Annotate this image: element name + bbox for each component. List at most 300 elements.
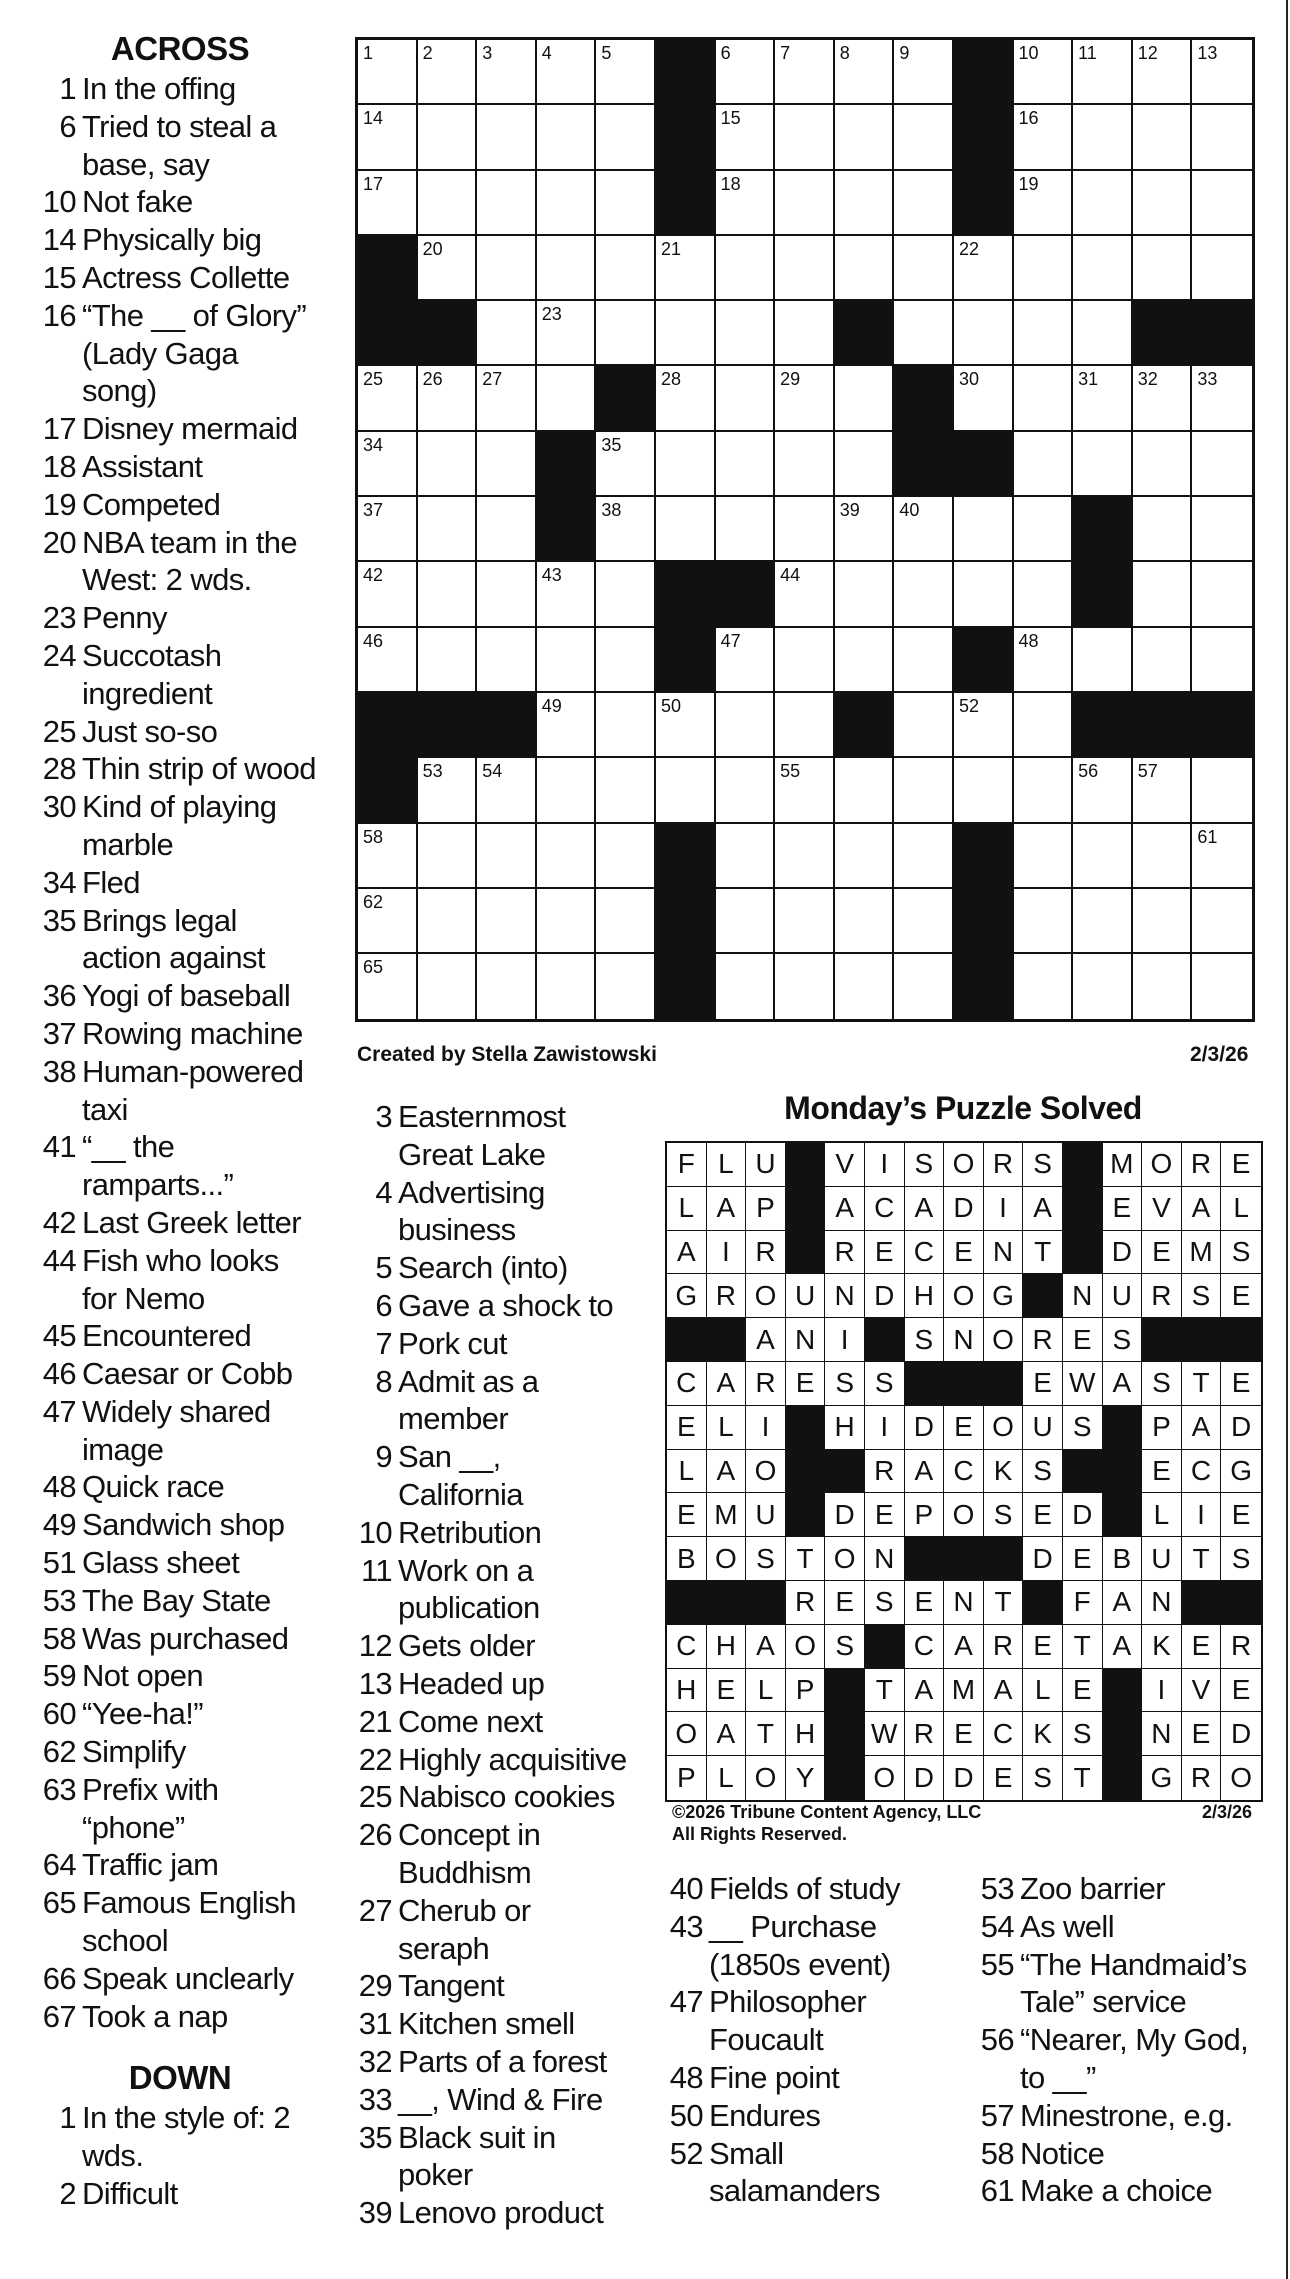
solution-letter: A <box>1103 1581 1143 1625</box>
grid-cell[interactable] <box>1192 758 1252 823</box>
cell-number: 32 <box>1137 369 1158 390</box>
grid-cell[interactable] <box>716 236 776 301</box>
clue-line: Concept in <box>398 1817 541 1853</box>
grid-cell[interactable] <box>716 824 776 889</box>
clue-number: 57 <box>980 2097 1014 2133</box>
grid-cell[interactable] <box>358 889 418 954</box>
black-square <box>1133 693 1193 758</box>
solution-letter: R <box>707 1274 747 1318</box>
grid-cell[interactable] <box>1014 432 1074 497</box>
grid-cell[interactable] <box>418 562 478 627</box>
grid-cell[interactable] <box>835 497 895 562</box>
clue-down_col2-21 <box>345 1703 645 1741</box>
grid-cell[interactable] <box>537 628 597 693</box>
grid-cell[interactable] <box>596 432 656 497</box>
grid-cell[interactable] <box>1133 105 1193 170</box>
grid-cell[interactable] <box>1073 758 1133 823</box>
grid-cell[interactable] <box>1133 40 1193 105</box>
grid-cell[interactable] <box>1133 432 1193 497</box>
grid-cell[interactable] <box>775 105 835 170</box>
clue-number: 58 <box>980 2135 1014 2171</box>
solution-letter: N <box>825 1274 865 1318</box>
grid-cell[interactable] <box>596 628 656 693</box>
grid-cell[interactable] <box>596 758 656 823</box>
clue-line: image <box>82 1431 164 1467</box>
grid-cell[interactable] <box>1073 301 1133 366</box>
grid-cell[interactable] <box>835 40 895 105</box>
solution-black-square <box>786 1187 826 1231</box>
grid-cell[interactable] <box>477 105 537 170</box>
grid-cell[interactable] <box>537 40 597 105</box>
grid-cell[interactable] <box>418 105 478 170</box>
solution-letter: T <box>1023 1231 1063 1275</box>
grid-cell[interactable] <box>477 824 537 889</box>
black-square <box>358 301 418 366</box>
cell-number: 30 <box>958 369 979 390</box>
grid-cell[interactable] <box>358 105 418 170</box>
clue-down_col1-2 <box>30 2175 330 2213</box>
solution-letter: N <box>944 1581 984 1625</box>
grid-cell[interactable] <box>656 432 716 497</box>
grid-cell[interactable] <box>894 40 954 105</box>
grid-cell[interactable] <box>537 171 597 236</box>
clue-text <box>82 599 330 637</box>
grid-cell[interactable] <box>716 40 776 105</box>
grid-cell[interactable] <box>1014 105 1074 170</box>
grid-cell[interactable] <box>894 889 954 954</box>
grid-cell[interactable] <box>1133 628 1193 693</box>
clue-text <box>82 448 330 486</box>
solution-letter: C <box>1182 1450 1222 1494</box>
grid-cell[interactable] <box>418 497 478 562</box>
grid-cell[interactable] <box>596 40 656 105</box>
grid-cell[interactable] <box>596 824 656 889</box>
grid-cell[interactable] <box>477 562 537 627</box>
grid-cell[interactable] <box>954 301 1014 366</box>
clue-number: 4 <box>375 1174 392 1210</box>
clue-number: 48 <box>42 1469 76 1505</box>
grid-cell[interactable] <box>477 236 537 301</box>
grid-cell[interactable] <box>1192 366 1252 431</box>
crossword-grid <box>355 37 1255 1022</box>
grid-cell[interactable] <box>1192 889 1252 954</box>
black-square <box>477 693 537 758</box>
grid-cell[interactable] <box>716 301 776 366</box>
clue-line: “Yee-ha!” <box>82 1696 203 1732</box>
grid-cell[interactable] <box>1014 693 1074 758</box>
clue-number: 29 <box>358 1968 392 2004</box>
grid-cell[interactable] <box>835 171 895 236</box>
solution-letter: O <box>944 1143 984 1187</box>
grid-cell[interactable] <box>537 693 597 758</box>
grid-cell[interactable] <box>1133 366 1193 431</box>
grid-cell[interactable] <box>894 497 954 562</box>
grid-cell[interactable] <box>477 40 537 105</box>
grid-cell[interactable] <box>894 105 954 170</box>
down-clue-list-4 <box>968 1870 1268 2210</box>
grid-cell[interactable] <box>835 105 895 170</box>
solution-letter: O <box>865 1756 905 1800</box>
grid-cell[interactable] <box>418 40 478 105</box>
solution-letter: D <box>865 1274 905 1318</box>
clue-line: Assistant <box>82 448 203 484</box>
grid-cell[interactable] <box>477 301 537 366</box>
solution-letter: E <box>667 1493 707 1537</box>
solution-letter: D <box>1063 1493 1103 1537</box>
clue-line: (Lady Gaga <box>82 335 238 371</box>
grid-cell[interactable] <box>537 366 597 431</box>
grid-cell[interactable] <box>775 628 835 693</box>
grid-cell[interactable] <box>835 432 895 497</box>
grid-cell[interactable] <box>1073 628 1133 693</box>
grid-cell[interactable] <box>656 366 716 431</box>
clue-down_col2-33 <box>345 2081 645 2119</box>
grid-cell[interactable] <box>1192 954 1252 1019</box>
grid-cell[interactable] <box>716 628 776 693</box>
grid-cell[interactable] <box>596 236 656 301</box>
grid-cell[interactable] <box>1014 171 1074 236</box>
clue-line: Took a nap <box>82 1998 228 2034</box>
clue-across-16 <box>30 297 330 410</box>
grid-cell[interactable] <box>1014 366 1074 431</box>
grid-cell[interactable] <box>418 954 478 1019</box>
cell-number: 28 <box>660 369 681 390</box>
solution-letter: A <box>1103 1625 1143 1669</box>
solution-black-square <box>1063 1231 1103 1275</box>
solution-letter: O <box>707 1537 747 1581</box>
grid-cell[interactable] <box>418 366 478 431</box>
solution-letter: S <box>1103 1318 1143 1362</box>
grid-cell[interactable] <box>358 171 418 236</box>
grid-cell[interactable] <box>418 889 478 954</box>
grid-cell[interactable] <box>1133 171 1193 236</box>
solution-letter: D <box>905 1756 945 1800</box>
grid-cell[interactable] <box>775 758 835 823</box>
clue-text <box>398 1098 645 1174</box>
grid-cell[interactable] <box>1014 824 1074 889</box>
grid-cell[interactable] <box>1014 758 1074 823</box>
grid-cell[interactable] <box>775 824 835 889</box>
grid-cell[interactable] <box>894 758 954 823</box>
grid-cell[interactable] <box>537 301 597 366</box>
grid-cell[interactable] <box>835 889 895 954</box>
clue-number: 11 <box>361 1552 392 1588</box>
clue-across-62 <box>30 1733 330 1771</box>
grid-cell[interactable] <box>596 301 656 366</box>
grid-cell[interactable] <box>894 824 954 889</box>
clue-line: Was purchased <box>82 1620 289 1656</box>
grid-cell[interactable] <box>1014 40 1074 105</box>
solution-letter: S <box>825 1625 865 1669</box>
grid-cell[interactable] <box>716 497 776 562</box>
grid-cell[interactable] <box>835 366 895 431</box>
cell-number: 5 <box>601 43 612 63</box>
grid-cell[interactable] <box>358 497 418 562</box>
grid-cell[interactable] <box>1192 236 1252 301</box>
grid-cell[interactable] <box>835 954 895 1019</box>
grid-cell[interactable] <box>656 236 716 301</box>
grid-cell[interactable] <box>1192 628 1252 693</box>
clue-text <box>82 1998 330 2036</box>
solution-black-square <box>1063 1143 1103 1187</box>
grid-cell[interactable] <box>1014 562 1074 627</box>
grid-cell[interactable] <box>1133 758 1193 823</box>
grid-cell[interactable] <box>894 954 954 1019</box>
grid-cell[interactable] <box>477 432 537 497</box>
grid-cell[interactable] <box>1073 40 1133 105</box>
clue-line: Fish who looks <box>82 1242 279 1278</box>
cell-number: 16 <box>1018 108 1039 129</box>
grid-cell[interactable] <box>775 236 835 301</box>
cell-number: 43 <box>541 565 562 586</box>
grid-cell[interactable] <box>1073 824 1133 889</box>
cell-number: 18 <box>720 173 741 194</box>
grid-cell[interactable] <box>775 301 835 366</box>
solution-letter: L <box>667 1187 707 1231</box>
solution-letter: E <box>707 1669 747 1713</box>
grid-cell[interactable] <box>954 562 1014 627</box>
grid-cell[interactable] <box>894 301 954 366</box>
black-square <box>358 693 418 758</box>
solution-black-square <box>825 1756 865 1800</box>
grid-cell[interactable] <box>358 40 418 105</box>
grid-cell[interactable] <box>1014 889 1074 954</box>
grid-cell[interactable] <box>1073 432 1133 497</box>
grid-cell[interactable] <box>477 628 537 693</box>
grid-cell[interactable] <box>1133 562 1193 627</box>
grid-cell[interactable] <box>716 105 776 170</box>
grid-cell[interactable] <box>954 497 1014 562</box>
cell-number: 6 <box>720 43 731 63</box>
grid-cell[interactable] <box>358 824 418 889</box>
clue-text <box>1020 2097 1268 2135</box>
grid-cell[interactable] <box>894 693 954 758</box>
clue-number: 1 <box>59 71 76 106</box>
grid-cell[interactable] <box>596 889 656 954</box>
clue-text <box>398 1778 645 1816</box>
clue-across-65 <box>30 1884 330 1960</box>
grid-cell[interactable] <box>835 824 895 889</box>
grid-cell[interactable] <box>775 40 835 105</box>
grid-cell[interactable] <box>358 366 418 431</box>
grid-cell[interactable] <box>477 954 537 1019</box>
grid-cell[interactable] <box>537 954 597 1019</box>
grid-cell[interactable] <box>835 628 895 693</box>
solution-letter: H <box>667 1669 707 1713</box>
solution-black-square <box>1103 1493 1143 1537</box>
grid-cell[interactable] <box>716 366 776 431</box>
grid-cell[interactable] <box>418 171 478 236</box>
grid-cell[interactable] <box>775 889 835 954</box>
grid-cell[interactable] <box>418 236 478 301</box>
clue-down_col2-6 <box>345 1287 645 1325</box>
grid-cell[interactable] <box>1192 171 1252 236</box>
clue-number: 45 <box>42 1318 76 1354</box>
grid-cell[interactable] <box>596 954 656 1019</box>
solution-letter: A <box>1182 1187 1222 1231</box>
grid-cell[interactable] <box>1192 432 1252 497</box>
grid-cell[interactable] <box>656 301 716 366</box>
grid-cell[interactable] <box>477 171 537 236</box>
solution-letter: D <box>944 1187 984 1231</box>
grid-cell[interactable] <box>894 171 954 236</box>
solution-letter: U <box>1103 1274 1143 1318</box>
black-square <box>954 432 1014 497</box>
solution-letter: A <box>746 1318 786 1362</box>
clue-number: 24 <box>42 637 76 673</box>
grid-cell[interactable] <box>1014 628 1074 693</box>
grid-cell[interactable] <box>656 693 716 758</box>
grid-cell[interactable] <box>835 236 895 301</box>
black-square <box>954 171 1014 236</box>
clue-across-15 <box>30 259 330 297</box>
solution-letter: T <box>1063 1625 1103 1669</box>
grid-cell[interactable] <box>1133 824 1193 889</box>
solution-letter: O <box>944 1493 984 1537</box>
solution-black-square <box>786 1231 826 1275</box>
grid-cell[interactable] <box>775 497 835 562</box>
grid-cell[interactable] <box>596 105 656 170</box>
grid-cell[interactable] <box>477 497 537 562</box>
grid-cell[interactable] <box>716 954 776 1019</box>
grid-cell[interactable] <box>418 824 478 889</box>
clue-across-23 <box>30 599 330 637</box>
grid-cell[interactable] <box>1192 105 1252 170</box>
solution-letter: C <box>667 1362 707 1406</box>
clue-number: 61 <box>980 2173 1014 2209</box>
black-square <box>537 432 597 497</box>
clue-text <box>82 524 330 600</box>
grid-cell[interactable] <box>1192 497 1252 562</box>
grid-cell[interactable] <box>477 889 537 954</box>
grid-cell[interactable] <box>596 693 656 758</box>
clue-line: ingredient <box>82 675 213 711</box>
grid-cell[interactable] <box>1073 236 1133 301</box>
copyright-line-1: ©2026 Tribune Content Agency, LLC <box>672 1802 982 1822</box>
grid-cell[interactable] <box>1073 954 1133 1019</box>
grid-cell[interactable] <box>894 628 954 693</box>
black-square <box>656 40 716 105</box>
grid-cell[interactable] <box>537 105 597 170</box>
grid-cell[interactable] <box>1073 366 1133 431</box>
solution-letter: A <box>746 1625 786 1669</box>
grid-cell[interactable] <box>775 693 835 758</box>
grid-cell[interactable] <box>1133 236 1193 301</box>
grid-cell[interactable] <box>596 497 656 562</box>
clue-text <box>82 977 330 1015</box>
clue-line: Kind of playing <box>82 789 277 825</box>
clue-line: Encountered <box>82 1318 252 1354</box>
grid-cell[interactable] <box>1073 889 1133 954</box>
clue-number: 62 <box>42 1734 76 1770</box>
grid-cell[interactable] <box>835 758 895 823</box>
grid-cell[interactable] <box>1192 562 1252 627</box>
grid-cell[interactable] <box>1073 105 1133 170</box>
solution-black-square <box>667 1318 707 1362</box>
grid-cell[interactable] <box>537 236 597 301</box>
grid-cell[interactable] <box>716 889 776 954</box>
solution-letter: E <box>667 1406 707 1450</box>
grid-cell[interactable] <box>954 693 1014 758</box>
grid-cell[interactable] <box>775 432 835 497</box>
grid-cell[interactable] <box>1014 301 1074 366</box>
clue-number: 25 <box>358 1779 392 1815</box>
grid-cell[interactable] <box>1133 497 1193 562</box>
clue-text <box>82 410 330 448</box>
grid-cell[interactable] <box>775 954 835 1019</box>
clue-across-63 <box>30 1771 330 1847</box>
solution-black-square <box>865 1625 905 1669</box>
grid-cell[interactable] <box>656 497 716 562</box>
grid-cell[interactable] <box>537 824 597 889</box>
grid-cell[interactable] <box>716 432 776 497</box>
solution-letter: A <box>707 1712 747 1756</box>
grid-cell[interactable] <box>656 758 716 823</box>
solution-letter: E <box>1063 1318 1103 1362</box>
clue-line: Black suit in <box>398 2119 556 2155</box>
grid-cell[interactable] <box>358 954 418 1019</box>
grid-cell[interactable] <box>477 758 537 823</box>
solution-letter: W <box>1063 1362 1103 1406</box>
clue-down_col3-50 <box>657 2097 967 2135</box>
grid-cell[interactable] <box>1014 954 1074 1019</box>
black-square <box>358 758 418 823</box>
clue-number: 35 <box>358 2119 392 2155</box>
grid-cell[interactable] <box>835 562 895 627</box>
grid-cell[interactable] <box>1192 40 1252 105</box>
clue-number: 59 <box>42 1658 76 1694</box>
solution-letter: B <box>1103 1537 1143 1581</box>
clue-number: 12 <box>358 1628 392 1664</box>
grid-cell[interactable] <box>1014 236 1074 301</box>
grid-cell[interactable] <box>775 562 835 627</box>
grid-cell[interactable] <box>894 562 954 627</box>
grid-cell[interactable] <box>894 236 954 301</box>
grid-cell[interactable] <box>418 758 478 823</box>
grid-cell[interactable] <box>596 562 656 627</box>
grid-cell[interactable] <box>716 758 776 823</box>
grid-cell[interactable] <box>596 171 656 236</box>
clue-down_col2-39 <box>345 2194 645 2232</box>
grid-cell[interactable] <box>954 758 1014 823</box>
grid-cell[interactable] <box>537 889 597 954</box>
grid-cell[interactable] <box>775 171 835 236</box>
grid-cell[interactable] <box>358 432 418 497</box>
clue-line: Rowing machine <box>82 1015 303 1051</box>
grid-cell[interactable] <box>1133 954 1193 1019</box>
grid-cell[interactable] <box>418 628 478 693</box>
grid-cell[interactable] <box>716 171 776 236</box>
grid-cell[interactable] <box>477 366 537 431</box>
grid-cell[interactable] <box>537 758 597 823</box>
grid-cell[interactable] <box>358 628 418 693</box>
grid-cell[interactable] <box>954 366 1014 431</box>
clue-across-45 <box>30 1317 330 1355</box>
grid-cell[interactable] <box>1133 889 1193 954</box>
solution-letter: U <box>1023 1406 1063 1450</box>
grid-cell[interactable] <box>716 693 776 758</box>
grid-cell[interactable] <box>954 236 1014 301</box>
grid-cell[interactable] <box>537 562 597 627</box>
clue-text <box>1020 2021 1268 2097</box>
grid-cell[interactable] <box>1014 497 1074 562</box>
grid-cell[interactable] <box>1073 171 1133 236</box>
grid-cell[interactable] <box>1192 824 1252 889</box>
clue-across-28 <box>30 750 330 788</box>
grid-cell[interactable] <box>358 562 418 627</box>
grid-cell[interactable] <box>418 432 478 497</box>
grid-cell[interactable] <box>775 366 835 431</box>
